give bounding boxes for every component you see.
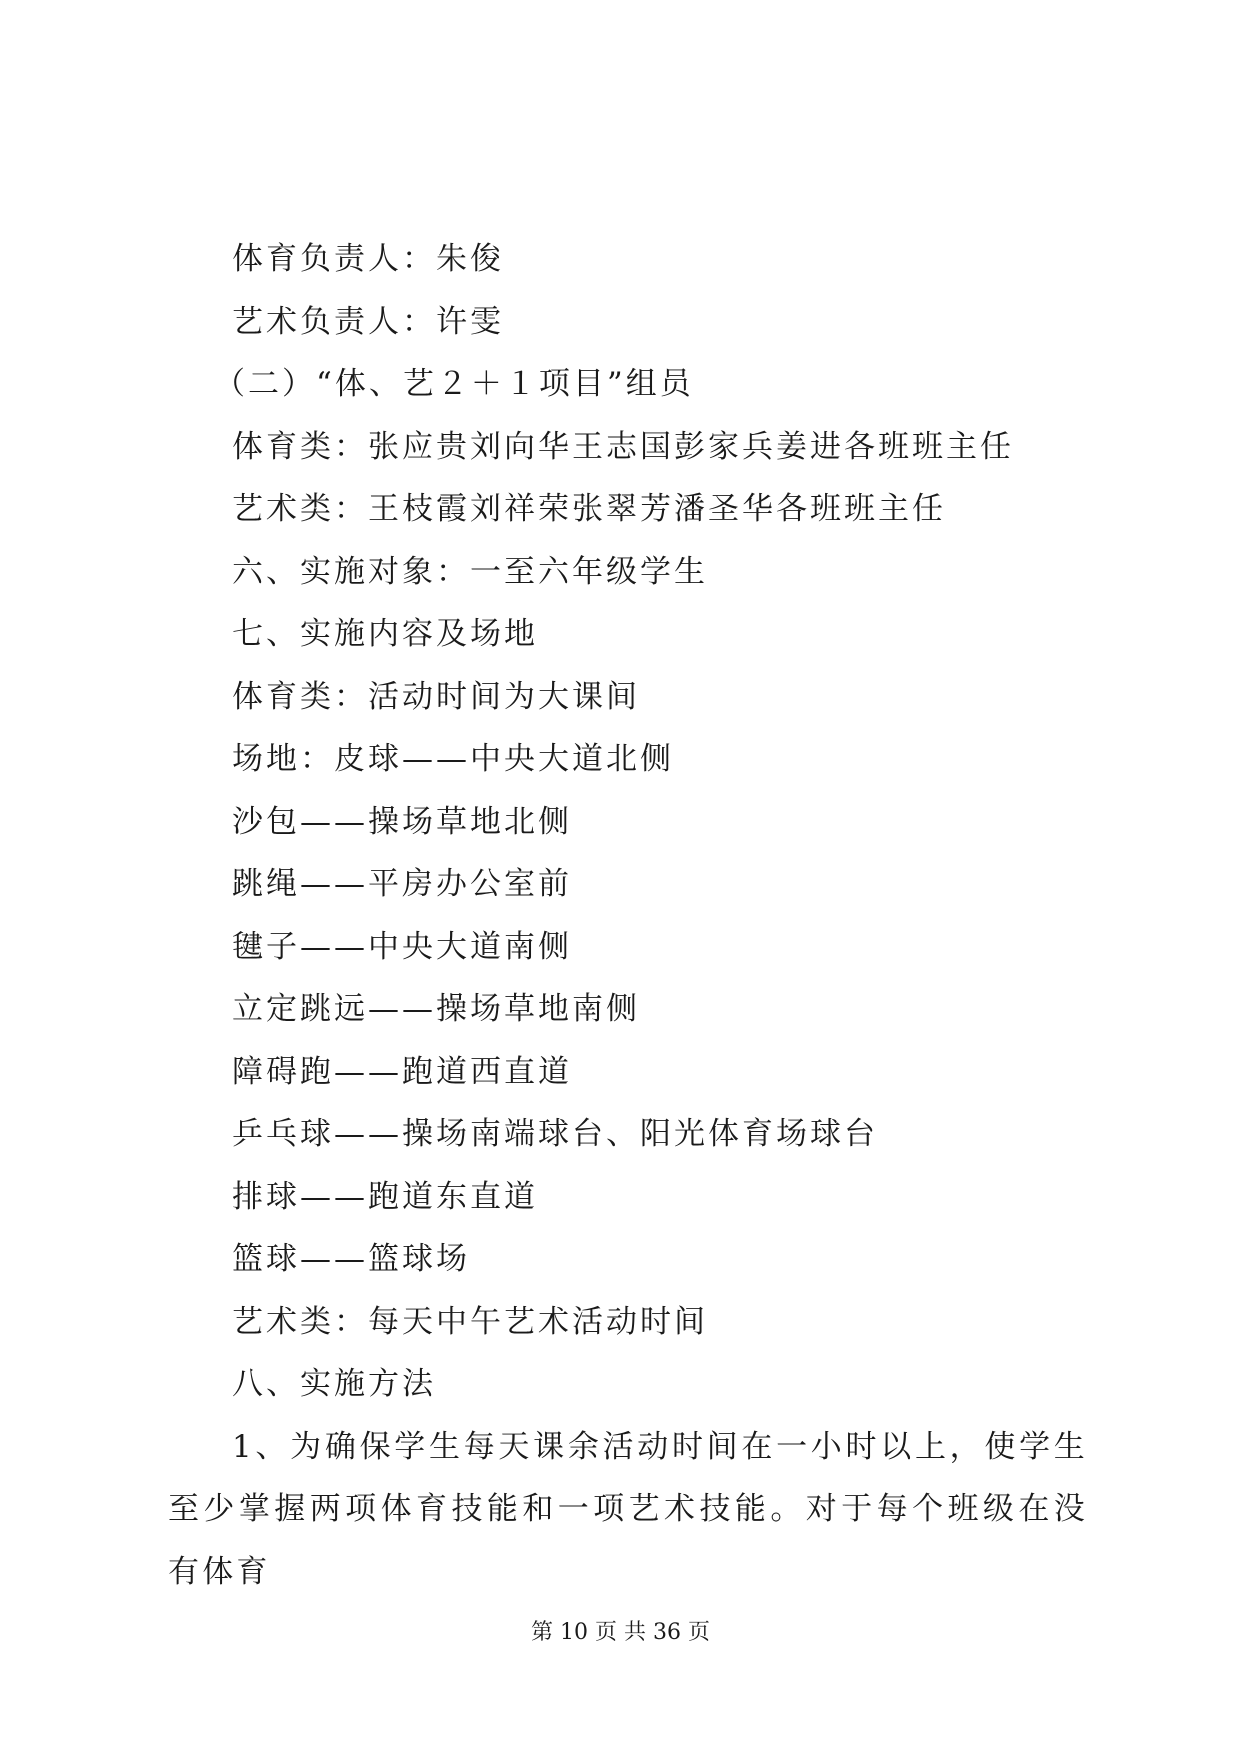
section-seven-heading: 七、实施内容及场地 [232, 616, 538, 652]
art-leader-line: 艺术负责人：许雯 [232, 303, 504, 340]
venue-ball-line: 场地：皮球——中央大道北侧 [232, 741, 674, 777]
pe-members-line: 体育类：张应贵刘向华王志国彭家兵姜进各班班主任 [232, 428, 1014, 465]
venue-sandbag-line: 沙包——操场草地北侧 [232, 803, 572, 840]
pe-leader-line: 体育负责人：朱俊 [232, 241, 504, 277]
art-activity-time-line: 艺术类：每天中午艺术活动时间 [232, 1303, 708, 1340]
venue-obstacle-line: 障碍跑——跑道西直道 [232, 1053, 572, 1090]
art-members-line: 艺术类：王枝霞刘祥荣张翠芳潘圣华各班班主任 [232, 491, 946, 527]
page-footer: 第 10 页 共 36 页 [531, 1620, 710, 1645]
pe-activity-time-line: 体育类：活动时间为大课间 [232, 678, 640, 715]
venue-longjump-line: 立定跳远——操场草地南侧 [232, 991, 640, 1027]
venue-shuttlecock-line: 毽子——中央大道南侧 [232, 928, 572, 965]
venue-basketball-line: 篮球——篮球场 [232, 1241, 470, 1277]
section-six-heading: 六、实施对象：一至六年级学生 [232, 553, 708, 590]
venue-volleyball-line: 排球——跑道东直道 [232, 1178, 538, 1215]
section-eight-heading: 八、实施方法 [232, 1366, 436, 1402]
section-members-heading: （二）“体、艺２＋１项目”组员 [214, 366, 694, 402]
venue-pingpong-line: 乒乓球——操场南端球台、阳光体育场球台 [232, 1116, 878, 1152]
venue-jumprope-line: 跳绳——平房办公室前 [232, 866, 572, 902]
method-paragraph-1: 1、为确保学生每天课余活动时间在一小时以上，使学生至少掌握两项体育技能和一项艺术技能。对于每个班级在没有体育 [168, 1428, 1088, 1590]
document-body [168, 228, 1088, 1603]
